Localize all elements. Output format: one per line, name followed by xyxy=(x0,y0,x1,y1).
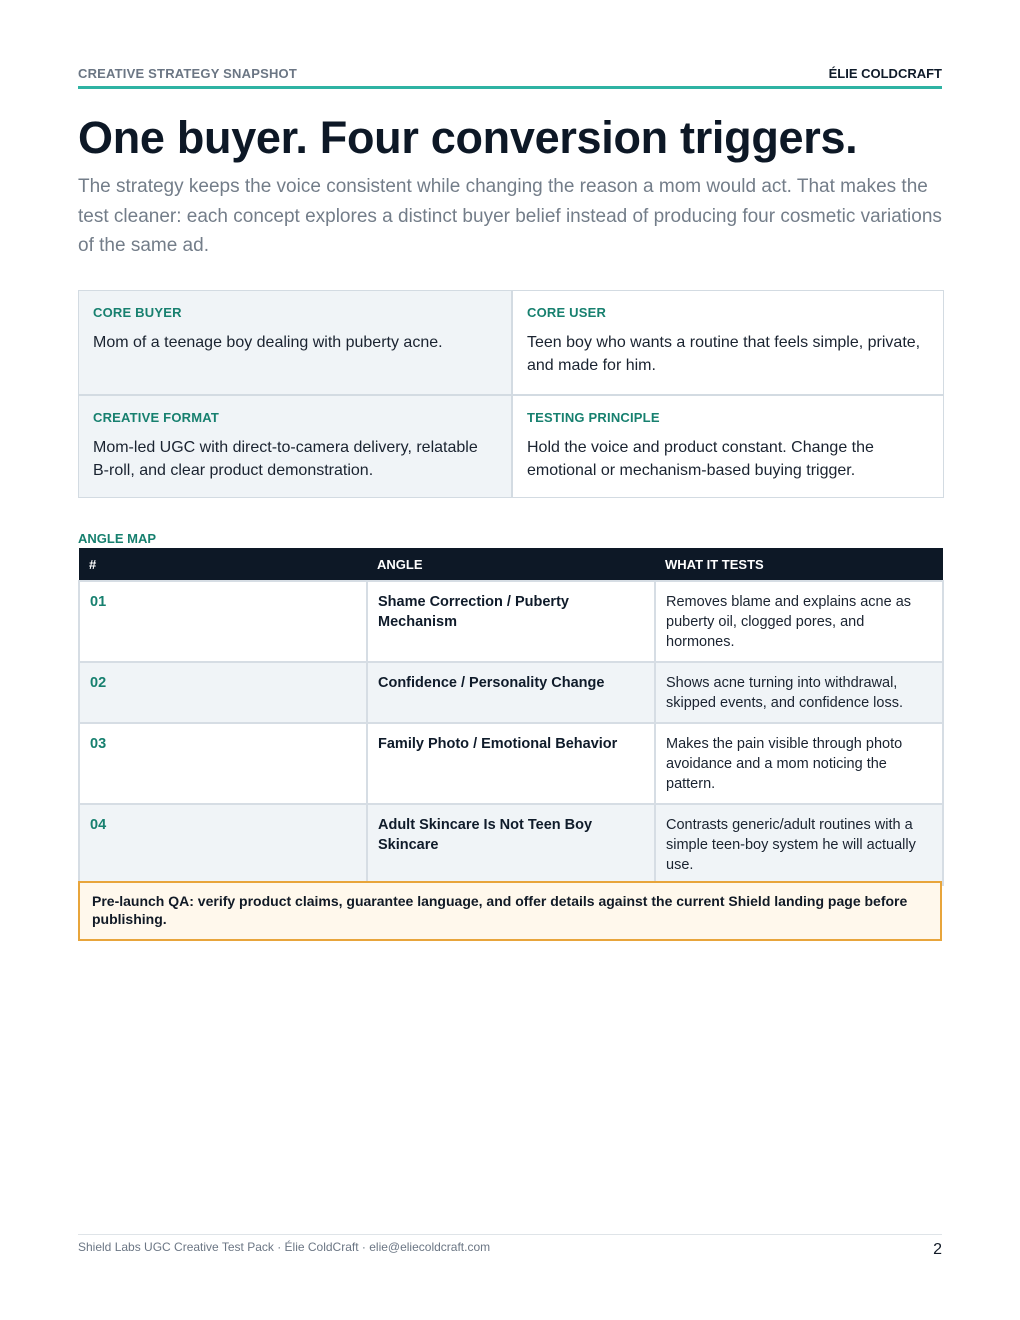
table-row xyxy=(79,662,943,723)
angle-map-label: ANGLE MAP xyxy=(78,531,156,546)
lede-paragraph: The strategy keeps the voice consistent while changing the reason a mom would act. That makes the test cleaner: each concept explores a distinct buyer belief instead of producing four cosmetic variations of the same ad. xyxy=(78,176,942,256)
page-title: One buyer. Four conversion triggers. xyxy=(78,112,858,163)
card-text: Hold the voice and product constant. Change the emotional or mechanism-based buying trigger. xyxy=(527,439,874,479)
row-angle: Shame Correction / Puberty Mechanism xyxy=(367,581,655,662)
row-tests: Removes blame and explains acne as puberty oil, clogged pores, and hormones. xyxy=(655,581,943,662)
card-core-user xyxy=(511,291,943,394)
card-label: CORE BUYER xyxy=(93,305,182,320)
table-row xyxy=(79,804,943,885)
table-row xyxy=(79,581,943,662)
row-number: 04 xyxy=(79,804,367,885)
card-label: TESTING PRINCIPLE xyxy=(527,410,660,425)
row-tests: Shows acne turning into withdrawal, skipped events, and confidence loss. xyxy=(655,662,943,723)
column-header-number: # xyxy=(79,548,367,581)
row-number: 01 xyxy=(79,581,367,662)
row-angle: Family Photo / Emotional Behavior xyxy=(367,723,655,804)
section-label: CREATIVE STRATEGY SNAPSHOT xyxy=(78,66,298,81)
row-number: 02 xyxy=(79,662,367,723)
row-tests: Contrasts generic/adult routines with a simple teen-boy system he will actually use. xyxy=(655,804,943,885)
author-name: ÉLIE COLDCRAFT xyxy=(828,66,942,81)
page-number: 2 xyxy=(933,1241,942,1258)
row-tests: Makes the pain visible through photo avoidance and a mom noticing the pattern. xyxy=(655,723,943,804)
column-header-angle: ANGLE xyxy=(367,548,655,581)
card-text: Teen boy who wants a routine that feels simple, private, and made for him. xyxy=(527,334,921,374)
row-angle: Confidence / Personality Change xyxy=(367,662,655,723)
footer-text: Shield Labs UGC Creative Test Pack · Élie ColdCraft · elie@eliecoldcraft.com xyxy=(78,1240,491,1254)
table-header-row xyxy=(79,548,943,581)
qa-note: Pre-launch QA: verify product claims, guarantee language, and offer details against the current Shield landing page before publishing. xyxy=(78,881,942,941)
card-testing-principle xyxy=(511,394,943,497)
angle-map-table xyxy=(78,548,944,886)
card-text: Mom of a teenage boy dealing with puberty acne. xyxy=(93,334,443,351)
row-number: 03 xyxy=(79,723,367,804)
strategy-cards xyxy=(78,290,944,498)
card-core-buyer xyxy=(79,291,511,394)
column-header-tests: WHAT IT TESTS xyxy=(655,548,943,581)
card-creative-format xyxy=(79,394,511,497)
page-header xyxy=(78,66,942,89)
table-row xyxy=(79,723,943,804)
card-label: CORE USER xyxy=(527,305,607,320)
footer-divider xyxy=(78,1234,942,1235)
row-angle: Adult Skincare Is Not Teen Boy Skincare xyxy=(367,804,655,885)
card-label: CREATIVE FORMAT xyxy=(93,410,220,425)
card-text: Mom-led UGC with direct-to-camera delivery, relatable B-roll, and clear product demonstration. xyxy=(93,439,478,479)
